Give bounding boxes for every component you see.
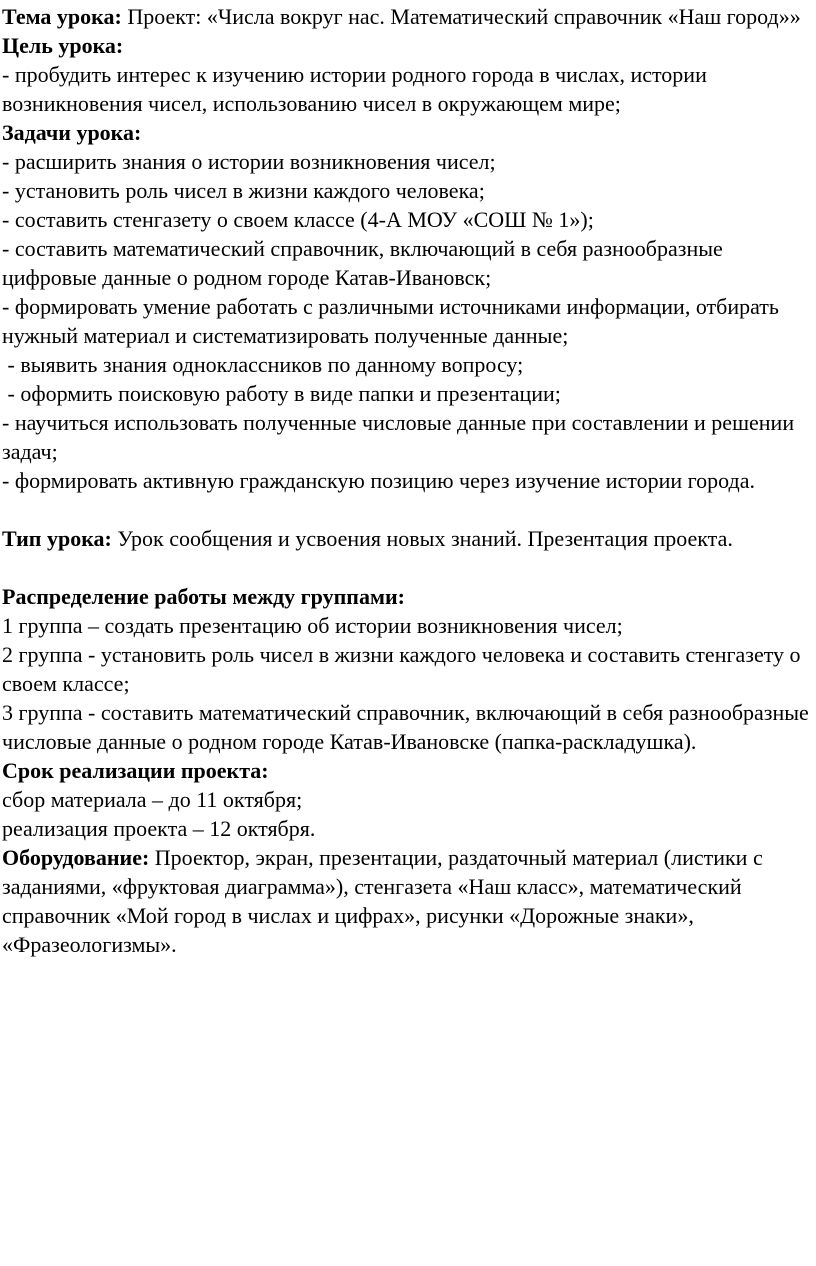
task-item-1: - расширить знания о истории возникновения чисел; (2, 149, 496, 174)
equipment-paragraph (2, 843, 816, 959)
equipment-text: Проектор, экран, презентации, раздаточный материал (листики с заданиями, «фруктовая диаграмма»), стенгазета «Наш класс», математический справочник «Мой город в числах и цифрах», рисунки «Дорожные знаки», «Фразеологизмы». (2, 845, 763, 957)
group-item-2: 2 группа - установить роль чисел в жизни каждого человека и составить стенгазету о своем классе; (2, 642, 801, 696)
task-item-6: - выявить знания одноклассников по данному вопросу; (2, 352, 524, 377)
group-item-3: 3 группа - составить математический справочник, включающий в себя разнообразные числовые данные о родном городе Катав-Ивановске (папка-раскладушка). (2, 700, 809, 754)
task-item-7: - оформить поисковую работу в виде папки и презентации; (2, 381, 561, 406)
topic-text: Проект: «Числа вокруг нас. Математический справочник «Наш город»» (121, 4, 801, 29)
spacer (2, 495, 816, 524)
deadline-item-1: сбор материала – до 11 октября; (2, 787, 303, 812)
tasks-heading: Задачи урока: (2, 120, 142, 145)
lesson-type-label: Тип урока: (2, 526, 112, 551)
spacer (2, 553, 816, 582)
deadline-heading: Срок реализации проекта: (2, 758, 269, 783)
goal-item: - пробудить интерес к изучению истории родного города в числах, истории возникновения чисел, использованию чисел в окружающем мире; (2, 62, 707, 116)
task-item-5: - формировать умение работать с различными источниками информации, отбирать нужный материал и систематизировать полученные данные; (2, 294, 779, 348)
task-item-4: - составить математический справочник, включающий в себя разнообразные цифровые данные о родном городе Катав-Ивановск; (2, 236, 723, 290)
topic-paragraph (2, 2, 816, 31)
task-item-2: - установить роль чисел в жизни каждого человека; (2, 178, 485, 203)
deadline-item-2: реализация проекта – 12 октября. (2, 816, 316, 841)
group-item-1: 1 группа – создать презентацию об истории возникновения чисел; (2, 613, 623, 638)
equipment-label: Оборудование: (2, 845, 150, 870)
task-item-3: - составить стенгазету о своем классе (4-А МОУ «СОШ № 1»); (2, 207, 594, 232)
task-item-9: - формировать активную гражданскую позицию через изучение истории города. (2, 468, 755, 493)
groups-heading: Распределение работы между группами: (2, 584, 405, 609)
lesson-type-paragraph (2, 524, 816, 553)
task-item-8: - научиться использовать полученные числовые данные при составлении и решении задач; (2, 410, 795, 464)
goal-heading: Цель урока: (2, 33, 124, 58)
lesson-type-text: Урок сообщения и усвоения новых знаний. Презентация проекта. (111, 526, 733, 551)
topic-label: Тема урока: (2, 4, 122, 29)
